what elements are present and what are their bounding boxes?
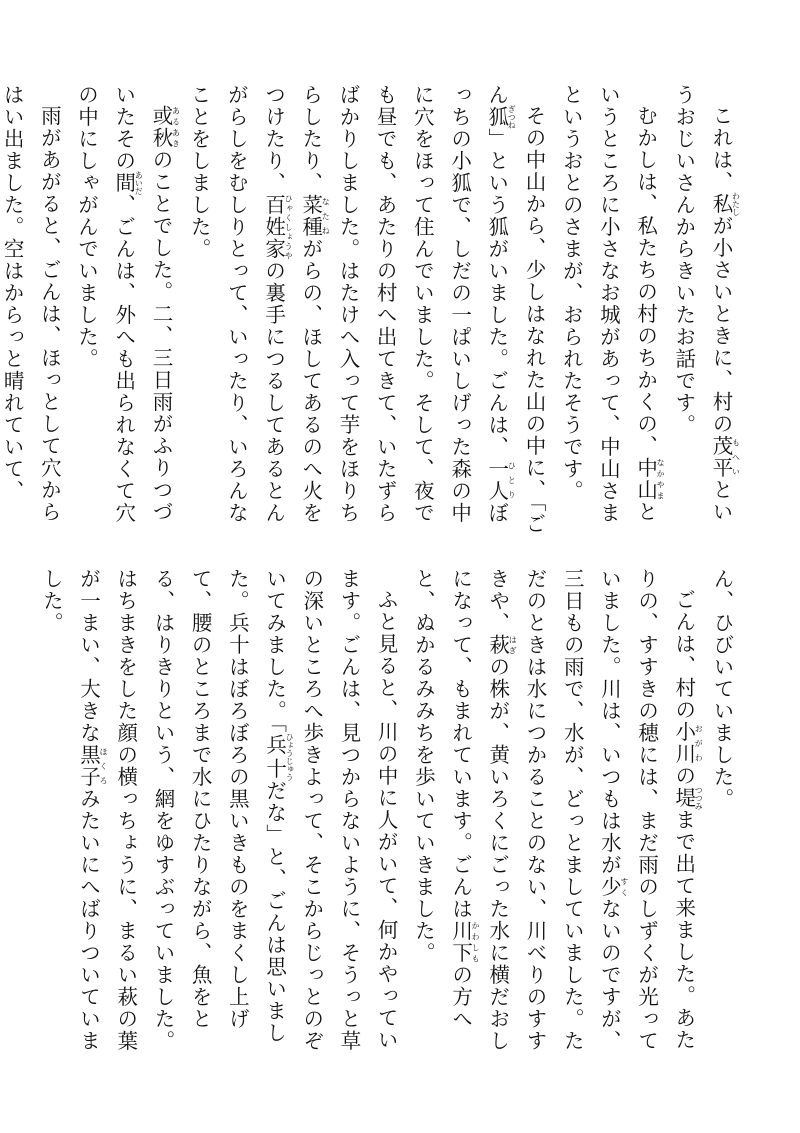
paragraph: ふと見ると、川の中に人がいて、何かやっています。ごんは、見つからないように、そうっと草の深いところへ歩きよって、そこからじっとのぞいてみました。「兵十ひょうじゅうだな」と、ごんは思いました。兵十はぼろぼろの黒いきものをまくし上げて、腰のところまで水にひたりながら、魚をとる、はりきりという、網をゆすぶっていました。はちまきをした顔の横っちょうに、まるい萩の葉が一まい、大きな黒子ほくろみたいにへばりついていました。: [39, 568, 399, 1052]
paragraph: 或秋あるあきのことでした。二、三日雨がふりつづいたその間あいだ、ごんは、外へも出られなくて穴の中にしゃがんでいました。: [74, 84, 181, 524]
paragraph: ん、ひびいていました。: [710, 568, 734, 810]
paragraph: むかしは、私たちの村のちかくの、中山なかやまというところに小さなお城があって、中山さまというおとのさまが、おられたそうです。: [559, 84, 666, 524]
paragraph: これは、私わたしが小さいときに、村の茂平もへいというおじいさんからきいたお話です。: [671, 84, 741, 523]
paragraph: 雨があがると、ごんは、ほっとして穴からはい出ました。空はからっと晴れていて、: [0, 84, 62, 523]
paragraph: その中山から、少しはなれた山の中に、「ごん狐ぎつね」という狐がいました。ごんは、一人ひとりぼっちの小狐で、しだの一ぱいしげった森の中に穴をほって住んでいました。そして、夜でも昼でも、あたりの村へ出てきて、いたずらばかりしました。はたけへ入って芋をほりちらしたり、菜種なたねがらの、ほしてあるのへ火をつけたり、百姓家ひゃくしょうやの裏手につるしてあるとんがらしをむしりとって、いったり、いろんなことをしました。: [187, 84, 546, 535]
text-block-lower: [39, 568, 740, 1054]
text-block-upper: [0, 84, 741, 544]
paragraph: ごんは、村の小川おがわの堤つつみまで出て来ました。あたりの、すすきの穂には、まだ雨のしずくが光っていました。川は、いつもは水が少すくないのですが、三日もの雨で、水が、どっとましていました。ただのときは水につかることのない、川べりのすすきや、萩はぎの株が、黄いろくにごった水に横だおしになって、もまれています。ごんは川下かわしもの方へと、ぬかるみみちを歩いていきました。: [411, 568, 704, 1052]
